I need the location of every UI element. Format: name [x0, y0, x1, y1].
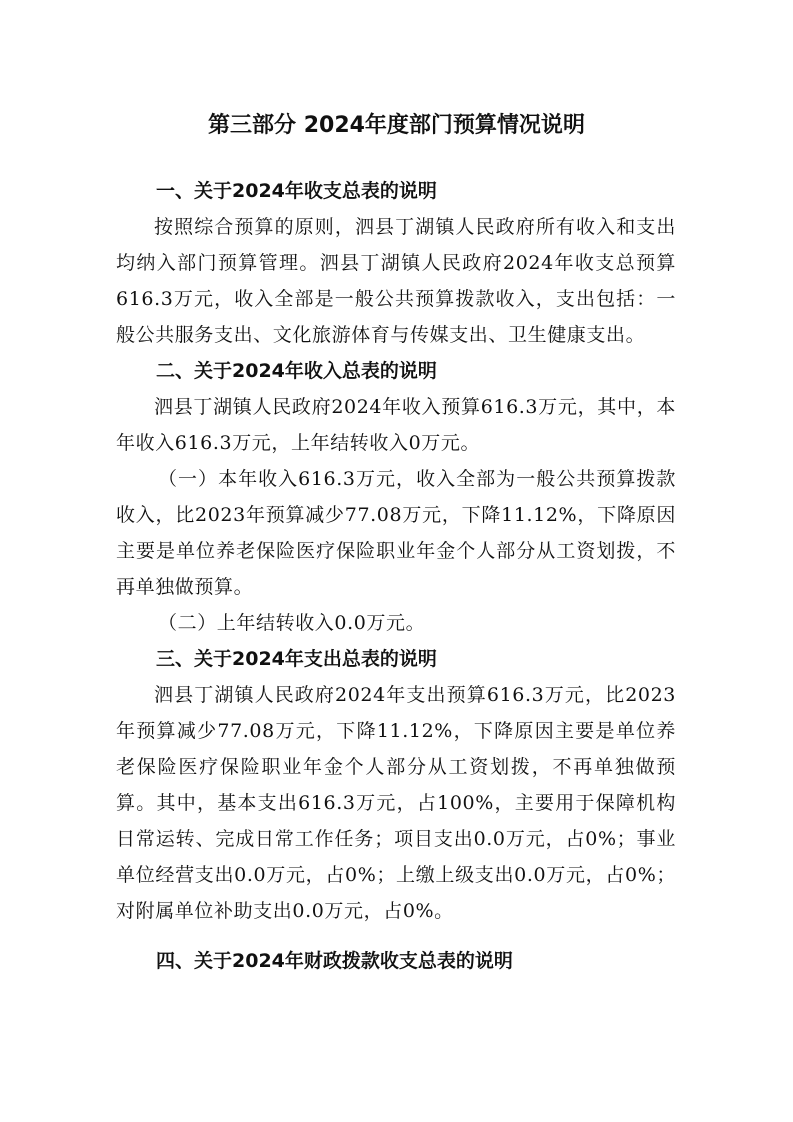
section-4-heading: 四、关于2024年财政拨款收支总表的说明: [156, 950, 513, 972]
section-2-paragraph-3: （二）上年结转收入0.0万元。: [158, 612, 426, 634]
page-title: 第三部分 2024年度部门预算情况说明: [208, 113, 585, 138]
section-1-paragraph-1: 按照综合预算的原则，泗县丁湖镇人民政府所有收入和支出均纳入部门预算管理。泗县丁湖镇人民政府2024年收支总预算616.3万元，收入全部是一般公共预算拨款收入，支出包括：一般公共服务支出、文化旅游体育与传媒支出、卫生健康支出。: [116, 216, 676, 346]
section-1-heading: 一、关于2024年收支总表的说明: [156, 180, 437, 202]
section-3-paragraph-1: 泗县丁湖镇人民政府2024年支出预算616.3万元，比2023年预算减少77.08万元，下降11.12%，下降原因主要是单位养老保险医疗保险职业年金个人部分从工资划拨，不再单独做预算。其中，基本支出616.3万元，占100%，主要用于保障机构日常运转、完成日常工作任务；项目支出0.0万元，占0%；事业单位经营支出0.0万元，占0%；上缴上级支出0.0万元，占0%；对附属单位补助支出0.0万元，占0%。: [116, 684, 676, 922]
document-body: [116, 173, 676, 979]
section-3-heading: 三、关于2024年支出总表的说明: [156, 648, 437, 670]
section-2-paragraph-1: 泗县丁湖镇人民政府2024年收入预算616.3万元，其中，本年收入616.3万元，上年结转收入0万元。: [116, 396, 676, 454]
section-2-heading: 二、关于2024年收入总表的说明: [156, 360, 437, 382]
section-2-paragraph-2: （一）本年收入616.3万元，收入全部为一般公共预算拨款收入，比2023年预算减少77.08万元，下降11.12%，下降原因主要是单位养老保险医疗保险职业年金个人部分从工资划拨，不再单独做预算。: [116, 468, 676, 598]
